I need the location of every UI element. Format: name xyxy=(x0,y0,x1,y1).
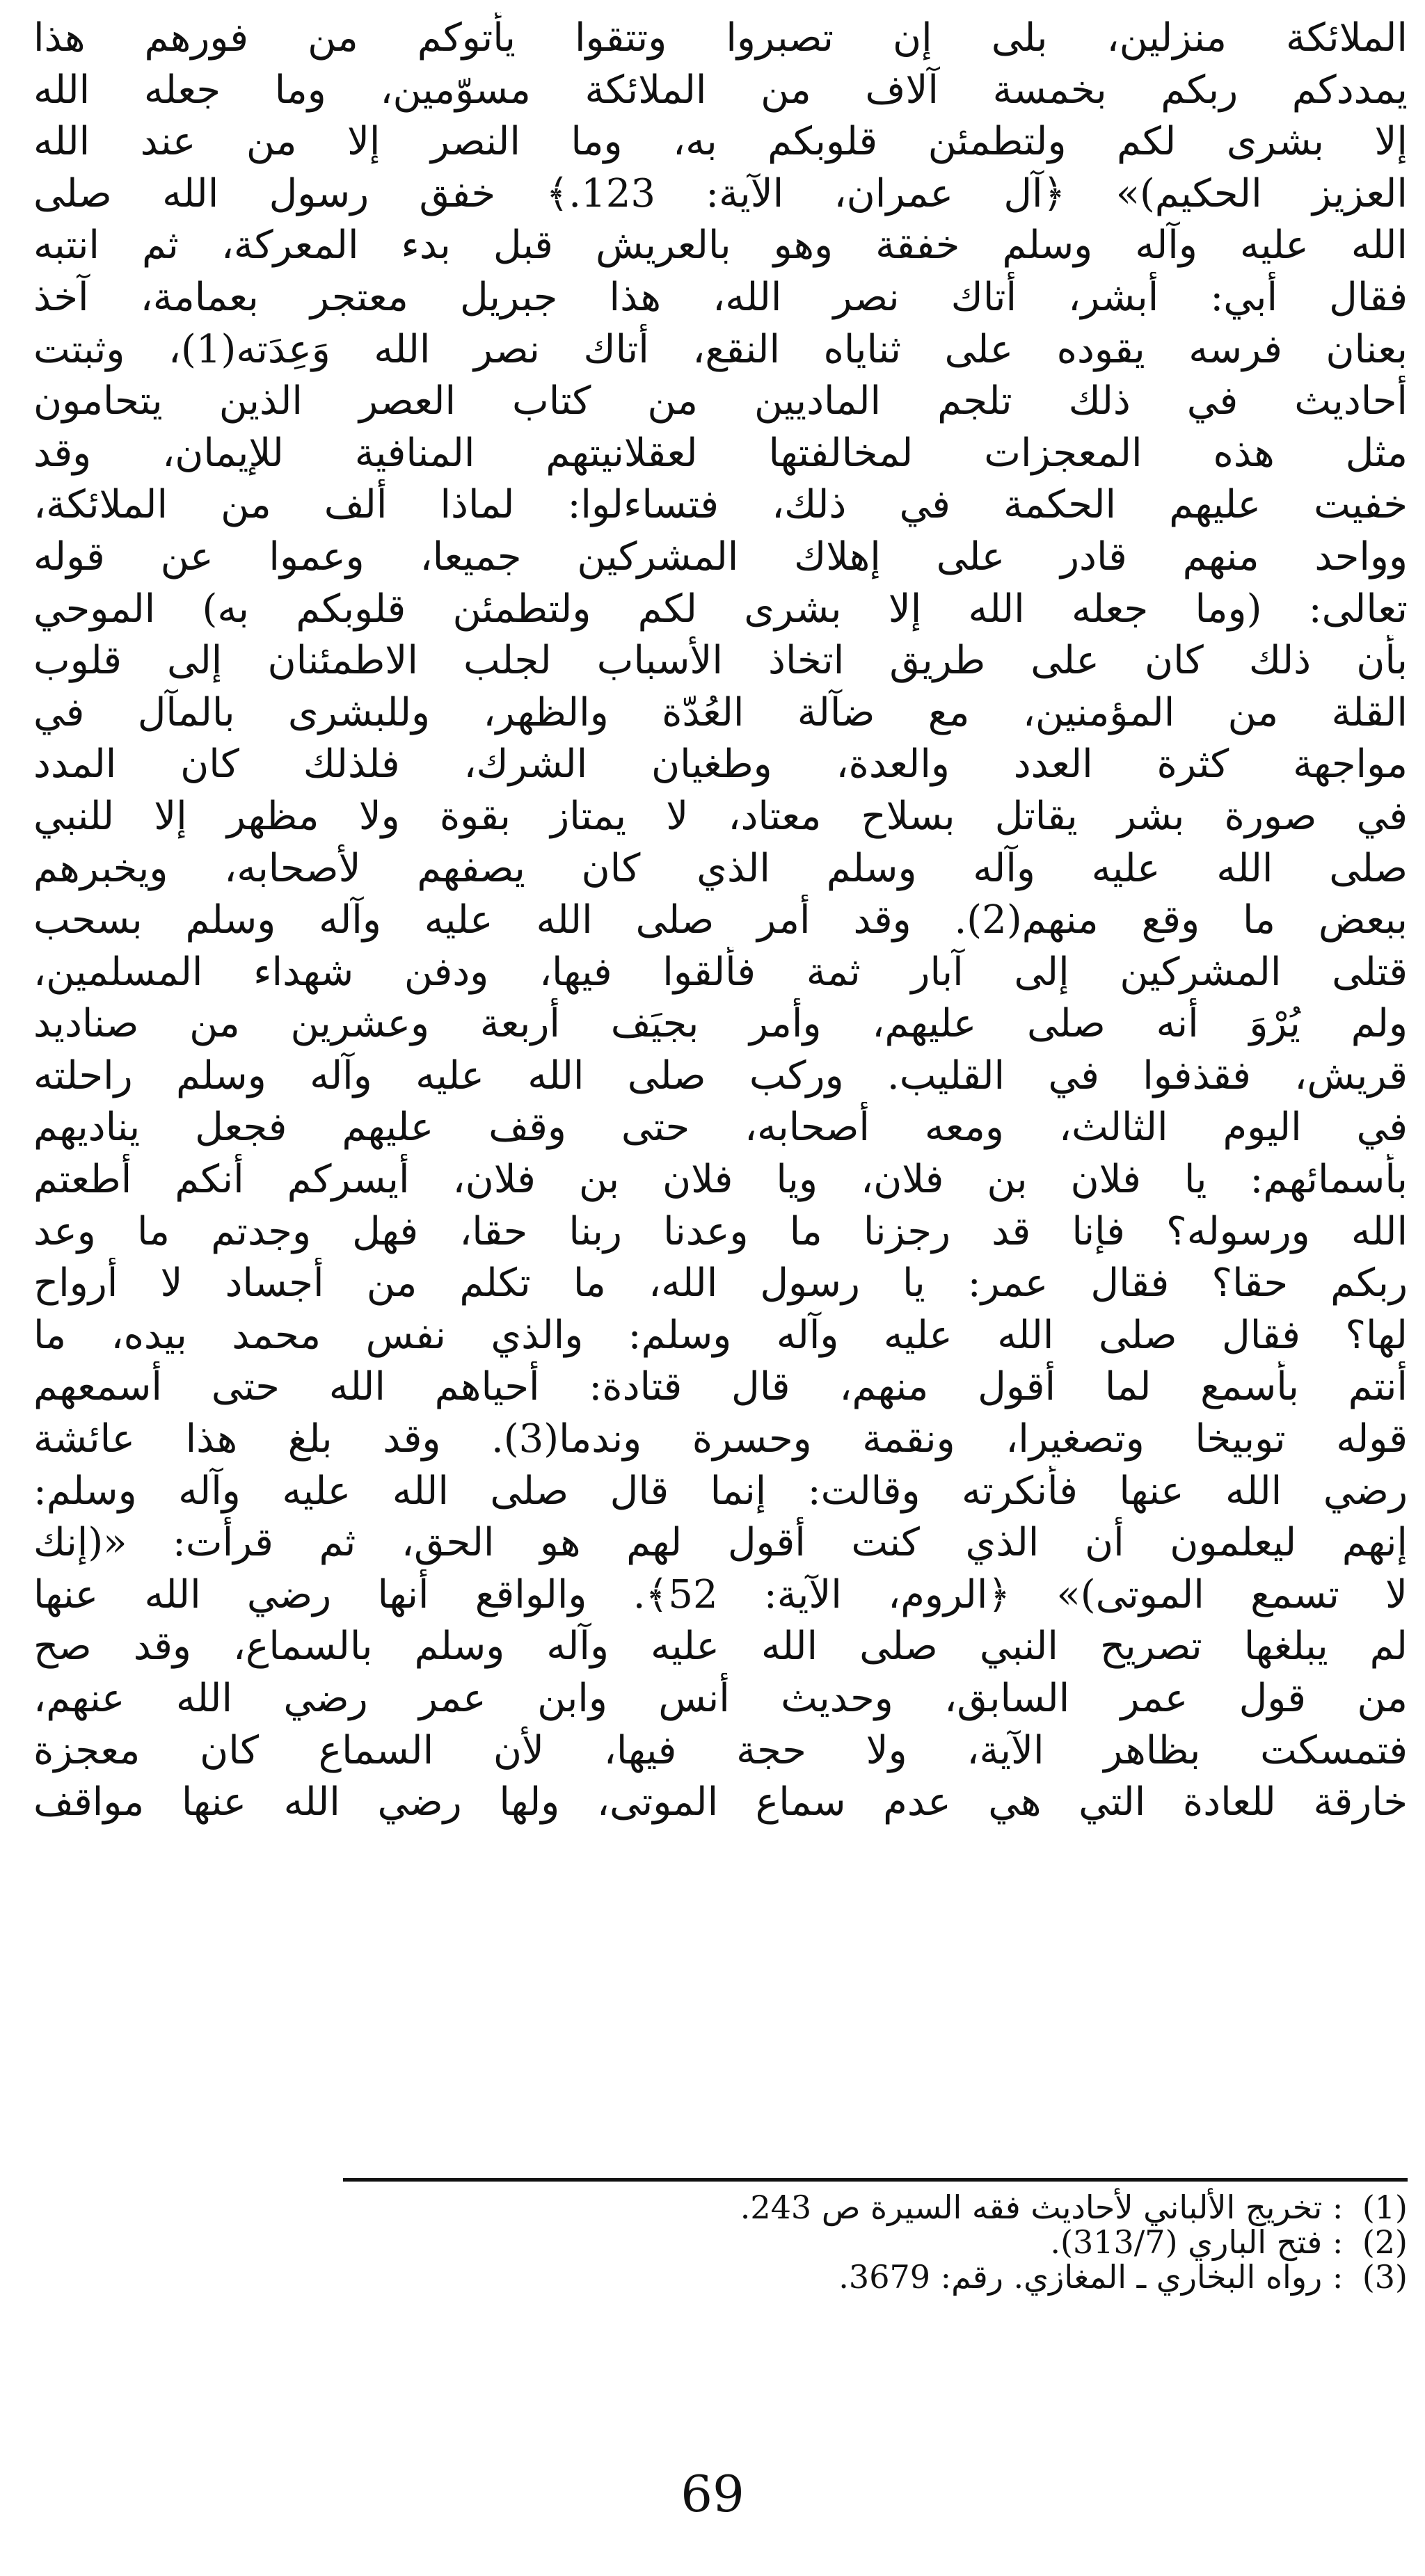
text-line: بعنان فرسه يقوده على ثناياه النقع، أتاك نصر الله وَعِدَته(1)، وثبتت xyxy=(33,326,1408,372)
text-line: فقال أبي: أبشر، أتاك نصر الله، هذا جبريل معتجر بعمامة، آخذ xyxy=(33,274,1408,320)
text-line: من قول عمر السابق، وحديث أنس وابن عمر رضي الله عنهم، xyxy=(33,1676,1408,1721)
footnote-number: (1) xyxy=(1362,2189,1408,2226)
footnotes xyxy=(33,2190,1408,2294)
text-line: يمددكم ربكم بخمسة آلاف من الملائكة مسوّمين، وما جعله الله xyxy=(33,67,1408,113)
text-line: مواجهة كثرة العدد والعدة، وطغيان الشرك، فلذلك كان المدد xyxy=(33,742,1408,787)
text-line: لم يبلغها تصريح النبي صلى الله عليه وآله وسلم بالسماع، وقد صح xyxy=(33,1624,1408,1670)
text-line: أنتم بأسمع لما أقول منهم، قال قتادة: أحياهم الله حتى أسمعهم xyxy=(33,1364,1408,1410)
text-line: الله ورسوله؟ فإنا قد رجزنا ما وعدنا ربنا حقا، فهل وجدتم ما وعد xyxy=(33,1208,1408,1254)
text-line: الله عليه وآله وسلم خفقة وهو بالعريش قبل بدء المعركة، ثم انتبه xyxy=(33,223,1408,269)
text-line: بأن ذلك كان على طريق اتخاذ الأسباب لجلب الاطمئنان إلى قلوب xyxy=(33,638,1408,684)
footnote-number: (2) xyxy=(1362,2223,1408,2261)
text-line: قتلى المشركين إلى آبار ثمة فألقوا فيها، ودفن شهداء المسلمين، xyxy=(33,949,1408,995)
text-line: ولم يُرْوَ أنه صلى عليهم، وأمر بجيَف أربعة وعشرين من صناديد xyxy=(33,1001,1408,1047)
text-line: خارقة للعادة التي هي عدم سماع الموتى، ولها رضي الله عنها مواقف xyxy=(33,1779,1408,1825)
text-line: قوله توبيخا وتصغيرا، ونقمة وحسرة وندما(3). وقد بلغ هذا عائشة xyxy=(33,1416,1408,1462)
text-line: بأسمائهم: يا فلان بن فلان، ويا فلان بن فلان، أيسركم أنكم أطعتم xyxy=(33,1157,1408,1203)
text-line: رضي الله عنها فأنكرته وقالت: إنما قال صلى الله عليه وآله وسلم: xyxy=(33,1468,1408,1514)
text-line: ببعض ما وقع منهم(2). وقد أمر صلى الله عليه وآله وسلم بسحب xyxy=(33,897,1408,943)
text-line: إنهم ليعلمون أن الذي كنت أقول لهم هو الحق، ثم قرأت: «(إنك xyxy=(33,1520,1408,1566)
footnote-text: : رواه البخاري ـ المغازي. رقم: 3679. xyxy=(838,2258,1344,2296)
text-line: فتمسكت بظاهر الآية، ولا حجة فيها، لأن السماع كان معجزة xyxy=(33,1727,1408,1773)
footnote-number: (3) xyxy=(1362,2258,1408,2296)
text-line: تعالى: (وما جعله الله إلا بشرى لكم ولتطمئن قلوبكم به) الموحي xyxy=(33,586,1408,632)
footnote-text: : تخريج الألباني لأحاديث فقه السيرة ص 243. xyxy=(740,2189,1344,2226)
text-line: في اليوم الثالث، ومعه أصحابه، حتى وقف عليهم فجعل يناديهم xyxy=(33,1105,1408,1151)
text-line: ربكم حقا؟ فقال عمر: يا رسول الله، ما تكلم من أجساد لا أرواح xyxy=(33,1261,1408,1306)
text-line: صلى الله عليه وآله وسلم الذي كان يصفهم لأصحابه، ويخبرهم xyxy=(33,845,1408,891)
text-line: خفيت عليهم الحكمة في ذلك، فتساءلوا: لماذا ألف من الملائكة، xyxy=(33,482,1408,528)
text-line: قريش، فقذفوا في القليب. وركب صلى الله عليه وآله وسلم راحلته xyxy=(33,1053,1408,1098)
footnote xyxy=(33,2190,1408,2225)
text-line: وواحد منهم قادر على إهلاك المشركين جميعا، وعموا عن قوله xyxy=(33,534,1408,579)
text-line: لها؟ فقال صلى الله عليه وآله وسلم: والذي نفس محمد بيده، ما xyxy=(33,1312,1408,1358)
text-line: مثل هذه المعجزات لمخالفتها لعقلانيتهم المنافية للإيمان، وقد xyxy=(33,430,1408,476)
footnote xyxy=(33,2259,1408,2294)
text-line: إلا بشرى لكم ولتطمئن قلوبكم به، وما النصر إلا من عند الله xyxy=(33,119,1408,165)
page-number: 69 xyxy=(680,2465,745,2523)
text-line: أحاديث في ذلك تلجم الماديين من كتاب العصر الذين يتحامون xyxy=(33,378,1408,424)
text-line: في صورة بشر يقاتل بسلاح معتاد، لا يمتاز بقوة ولا مظهر إلا للنبي xyxy=(33,793,1408,839)
text-line: لا تسمع الموتى)» ﴿الروم، الآية: 52﴾. والواقع أنها رضي الله عنها xyxy=(33,1571,1408,1617)
body-text xyxy=(33,13,1408,1829)
footnote-separator xyxy=(343,2178,1408,2182)
footnote-text: : فتح الباري (313/7). xyxy=(1050,2223,1344,2261)
footnote xyxy=(33,2225,1408,2259)
text-line: العزيز الحكيم)» ﴿آل عمران، الآية: 123.﴾ خفق رسول الله صلى xyxy=(33,170,1408,216)
text-line: الملائكة منزلين، بلى إن تصبروا وتتقوا يأتوكم من فورهم هذا xyxy=(33,15,1408,61)
text-line: القلة من المؤمنين، مع ضآلة العُدّة والظهر، وللبشرى بالمآل في xyxy=(33,689,1408,735)
